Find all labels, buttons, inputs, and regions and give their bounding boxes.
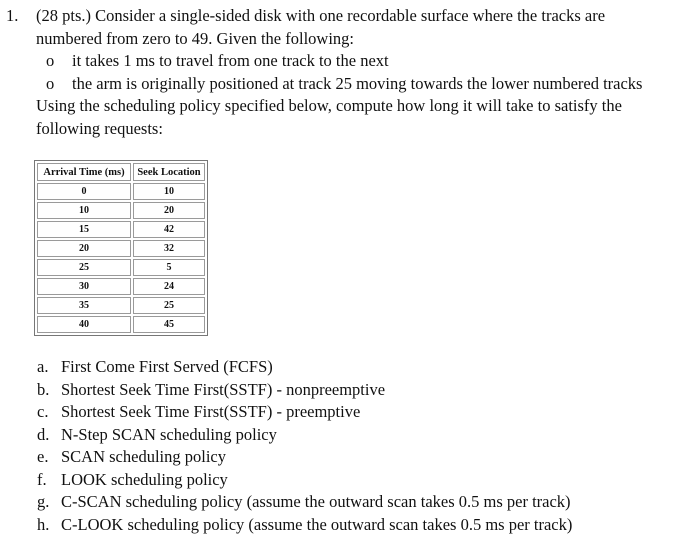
- header-arrival-time: Arrival Time (ms): [37, 163, 131, 181]
- list-item: [37, 401, 572, 424]
- list-item: [37, 514, 572, 537]
- table-row: [37, 240, 205, 257]
- arrival-cell: 35: [37, 297, 131, 314]
- item-text: LOOK scheduling policy: [61, 469, 228, 489]
- arrival-cell: 0: [37, 183, 131, 200]
- item-label: e.: [37, 447, 49, 466]
- table-row: [37, 259, 205, 276]
- question-number: 1.: [6, 6, 19, 25]
- item-text: Shortest Seek Time First(SSTF) - nonpreemptive: [61, 379, 386, 399]
- list-item: [37, 356, 572, 379]
- table-row: [37, 297, 205, 314]
- requests-table: [34, 160, 208, 336]
- list-item: [37, 491, 572, 514]
- item-text: SCAN scheduling policy: [61, 447, 226, 466]
- item-label: b.: [37, 379, 50, 399]
- continue-line-2: following requests:: [36, 119, 163, 138]
- arrival-cell: 40: [37, 316, 131, 333]
- item-text: C-LOOK scheduling policy (assume the outward scan takes 0.5 ms per track): [61, 514, 573, 534]
- bullet-item: [46, 73, 642, 96]
- intro-line-1: (28 pts.) Consider a single-sided disk with one recordable surface where the tracks are: [36, 6, 606, 25]
- item-text: N-Step SCAN scheduling policy: [61, 424, 277, 444]
- continue-line-1: Using the scheduling policy specified below, compute how long it will take to satisfy the: [36, 96, 622, 116]
- arrival-cell: 15: [37, 221, 131, 238]
- list-item: [37, 469, 572, 492]
- bullet-text: it takes 1 ms to travel from one track to the next: [72, 51, 389, 71]
- seek-cell: 10: [133, 183, 205, 200]
- table-header-row: [37, 163, 205, 181]
- item-label: c.: [37, 402, 49, 421]
- arrival-cell: 30: [37, 278, 131, 295]
- seek-cell: 5: [133, 259, 205, 276]
- item-label: a.: [37, 357, 49, 376]
- seek-cell: 45: [133, 316, 205, 333]
- bullet-item: [46, 50, 389, 73]
- item-text: C-SCAN scheduling policy (assume the outward scan takes 0.5 ms per track): [61, 492, 571, 511]
- item-label: g.: [37, 492, 50, 511]
- arrival-cell: 20: [37, 240, 131, 257]
- bullet-circle-icon: o: [46, 51, 55, 71]
- seek-cell: 20: [133, 202, 205, 219]
- table-row: [37, 221, 205, 238]
- policy-list: [37, 356, 572, 536]
- list-item: [37, 424, 572, 447]
- seek-cell: 24: [133, 278, 205, 295]
- table-row: [37, 202, 205, 219]
- intro-line-2: numbered from zero to 49. Given the following:: [36, 28, 355, 48]
- bullet-circle-icon: o: [46, 73, 55, 93]
- item-label: d.: [37, 424, 50, 444]
- arrival-cell: 25: [37, 259, 131, 276]
- item-label: f.: [37, 469, 47, 489]
- table-row: [37, 183, 205, 200]
- list-item: [37, 446, 572, 469]
- arrival-cell: 10: [37, 202, 131, 219]
- seek-cell: 25: [133, 297, 205, 314]
- item-text: Shortest Seek Time First(SSTF) - preemptive: [61, 402, 361, 421]
- header-seek-location: Seek Location: [133, 163, 205, 181]
- list-item: [37, 379, 572, 402]
- item-label: h.: [37, 514, 50, 534]
- seek-cell: 32: [133, 240, 205, 257]
- seek-cell: 42: [133, 221, 205, 238]
- table-row: [37, 316, 205, 333]
- table-row: [37, 278, 205, 295]
- bullet-text: the arm is originally positioned at track 25 moving towards the lower numbered tracks: [72, 73, 643, 93]
- item-text: First Come First Served (FCFS): [61, 357, 273, 376]
